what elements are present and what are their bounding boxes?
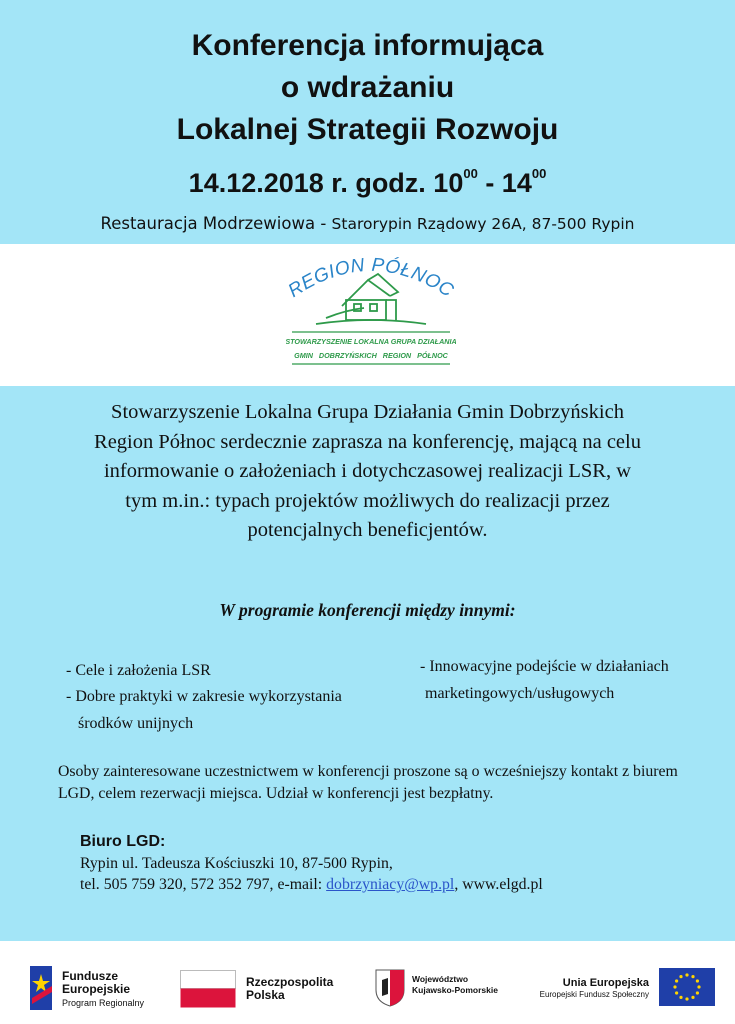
rzeczpospolita-logo	[180, 970, 340, 1010]
logo-name-path: REGION PÓŁNOC	[286, 254, 456, 302]
fundusze-europejskie-logo	[28, 964, 168, 1012]
fe-line-1: Fundusze	[62, 969, 118, 983]
intro-line: tym m.in.: typach projektów możliwych do realizacji przez	[125, 489, 610, 512]
intro-text	[50, 398, 685, 546]
logo-line-1: STOWARZYSZENIE LOKALNA GRUPA DZIAŁANIA	[286, 337, 456, 346]
intro-line: potencjalnych beneficjentów.	[247, 519, 488, 541]
pl-line-1: Rzeczpospolita	[246, 975, 334, 989]
fe-line-3: Program Regionalny	[62, 998, 145, 1008]
poland-flag-icon	[180, 970, 236, 1008]
office-contact	[80, 876, 543, 894]
kp-line-1: Województwo	[412, 974, 469, 984]
eu-line-2: Europejski Fundusz Społeczny	[539, 990, 649, 999]
pl-line-2: Polska	[246, 988, 285, 1002]
end-minutes: 00	[531, 166, 547, 181]
date-text: 14.12.2018 r. godz. 10	[188, 168, 464, 198]
venue	[0, 214, 735, 233]
title-line-3: Lokalnej Strategii Rozwoju	[176, 113, 559, 146]
fe-line-2: Europejskie	[62, 982, 131, 996]
program-item-innovation-cont: marketingowych/usługowych	[425, 685, 615, 702]
lgd-logo-graphic	[286, 252, 456, 372]
fe-star-icon	[28, 964, 54, 1012]
program-item-practices: - Dobre praktyki w zakresie wykorzystania	[66, 688, 342, 705]
program-heading: W programie konferencji między innymi:	[219, 600, 516, 620]
intro-line: Stowarzyszenie Lokalna Grupa Działania Gmin Dobrzyńskich	[111, 401, 624, 423]
office-address: Rypin ul. Tadeusza Kościuszki 10, 87-500 Rypin,	[80, 855, 393, 872]
website-text: , www.elgd.pl	[454, 876, 543, 893]
office-phones: tel. 505 759 320, 572 352 797, e-mail:	[80, 876, 327, 893]
coat-of-arms-icon	[374, 968, 406, 1008]
office-title: Biuro LGD:	[80, 833, 166, 850]
lgd-logo	[286, 252, 456, 372]
intro-line: Region Północ serdecznie zaprasza na konferencję, mającą na celu	[94, 430, 641, 453]
event-date	[0, 166, 735, 199]
kujawsko-pomorskie-logo	[374, 966, 524, 1010]
title-line-1: Konferencja informująca	[191, 29, 544, 62]
venue-separator: -	[315, 214, 332, 233]
title-line-2: o wdrażaniu	[280, 71, 455, 104]
unia-europejska-logo	[530, 966, 715, 1010]
venue-address: Starorypin Rządowy 26A, 87-500 Rypin	[331, 215, 635, 233]
program-item-innovation: - Innowacyjne podejście w działaniach	[420, 658, 669, 675]
program-item-practices-cont: środków unijnych	[78, 715, 194, 732]
logo-line-2: GMIN DOBRZYŃSKICH REGION PÓŁNOC	[294, 351, 448, 360]
eu-line-1: Unia Europejska	[562, 977, 649, 989]
registration-notice: Osoby zainteresowane uczestnictwem w konferencji proszone są o wcześniejszy kontakt z biurem LGD, celem rezerwacji miejsca. Udział w konferencji jest bezpłatny.	[58, 763, 678, 802]
intro-line: informowanie o założeniach i dotychczasowej realizacji LSR, w	[103, 460, 632, 482]
email-link[interactable]: dobrzyniacy@wp.pl	[326, 876, 455, 893]
kp-line-2: Kujawsko-Pomorskie	[412, 985, 498, 995]
eu-flag-icon	[659, 968, 715, 1006]
date-dash: - 14	[477, 168, 532, 198]
program-item-goals: - Cele i założenia LSR	[66, 662, 211, 679]
start-minutes: 00	[463, 166, 478, 181]
venue-name: Restauracja Modrzewiowa	[100, 214, 316, 233]
